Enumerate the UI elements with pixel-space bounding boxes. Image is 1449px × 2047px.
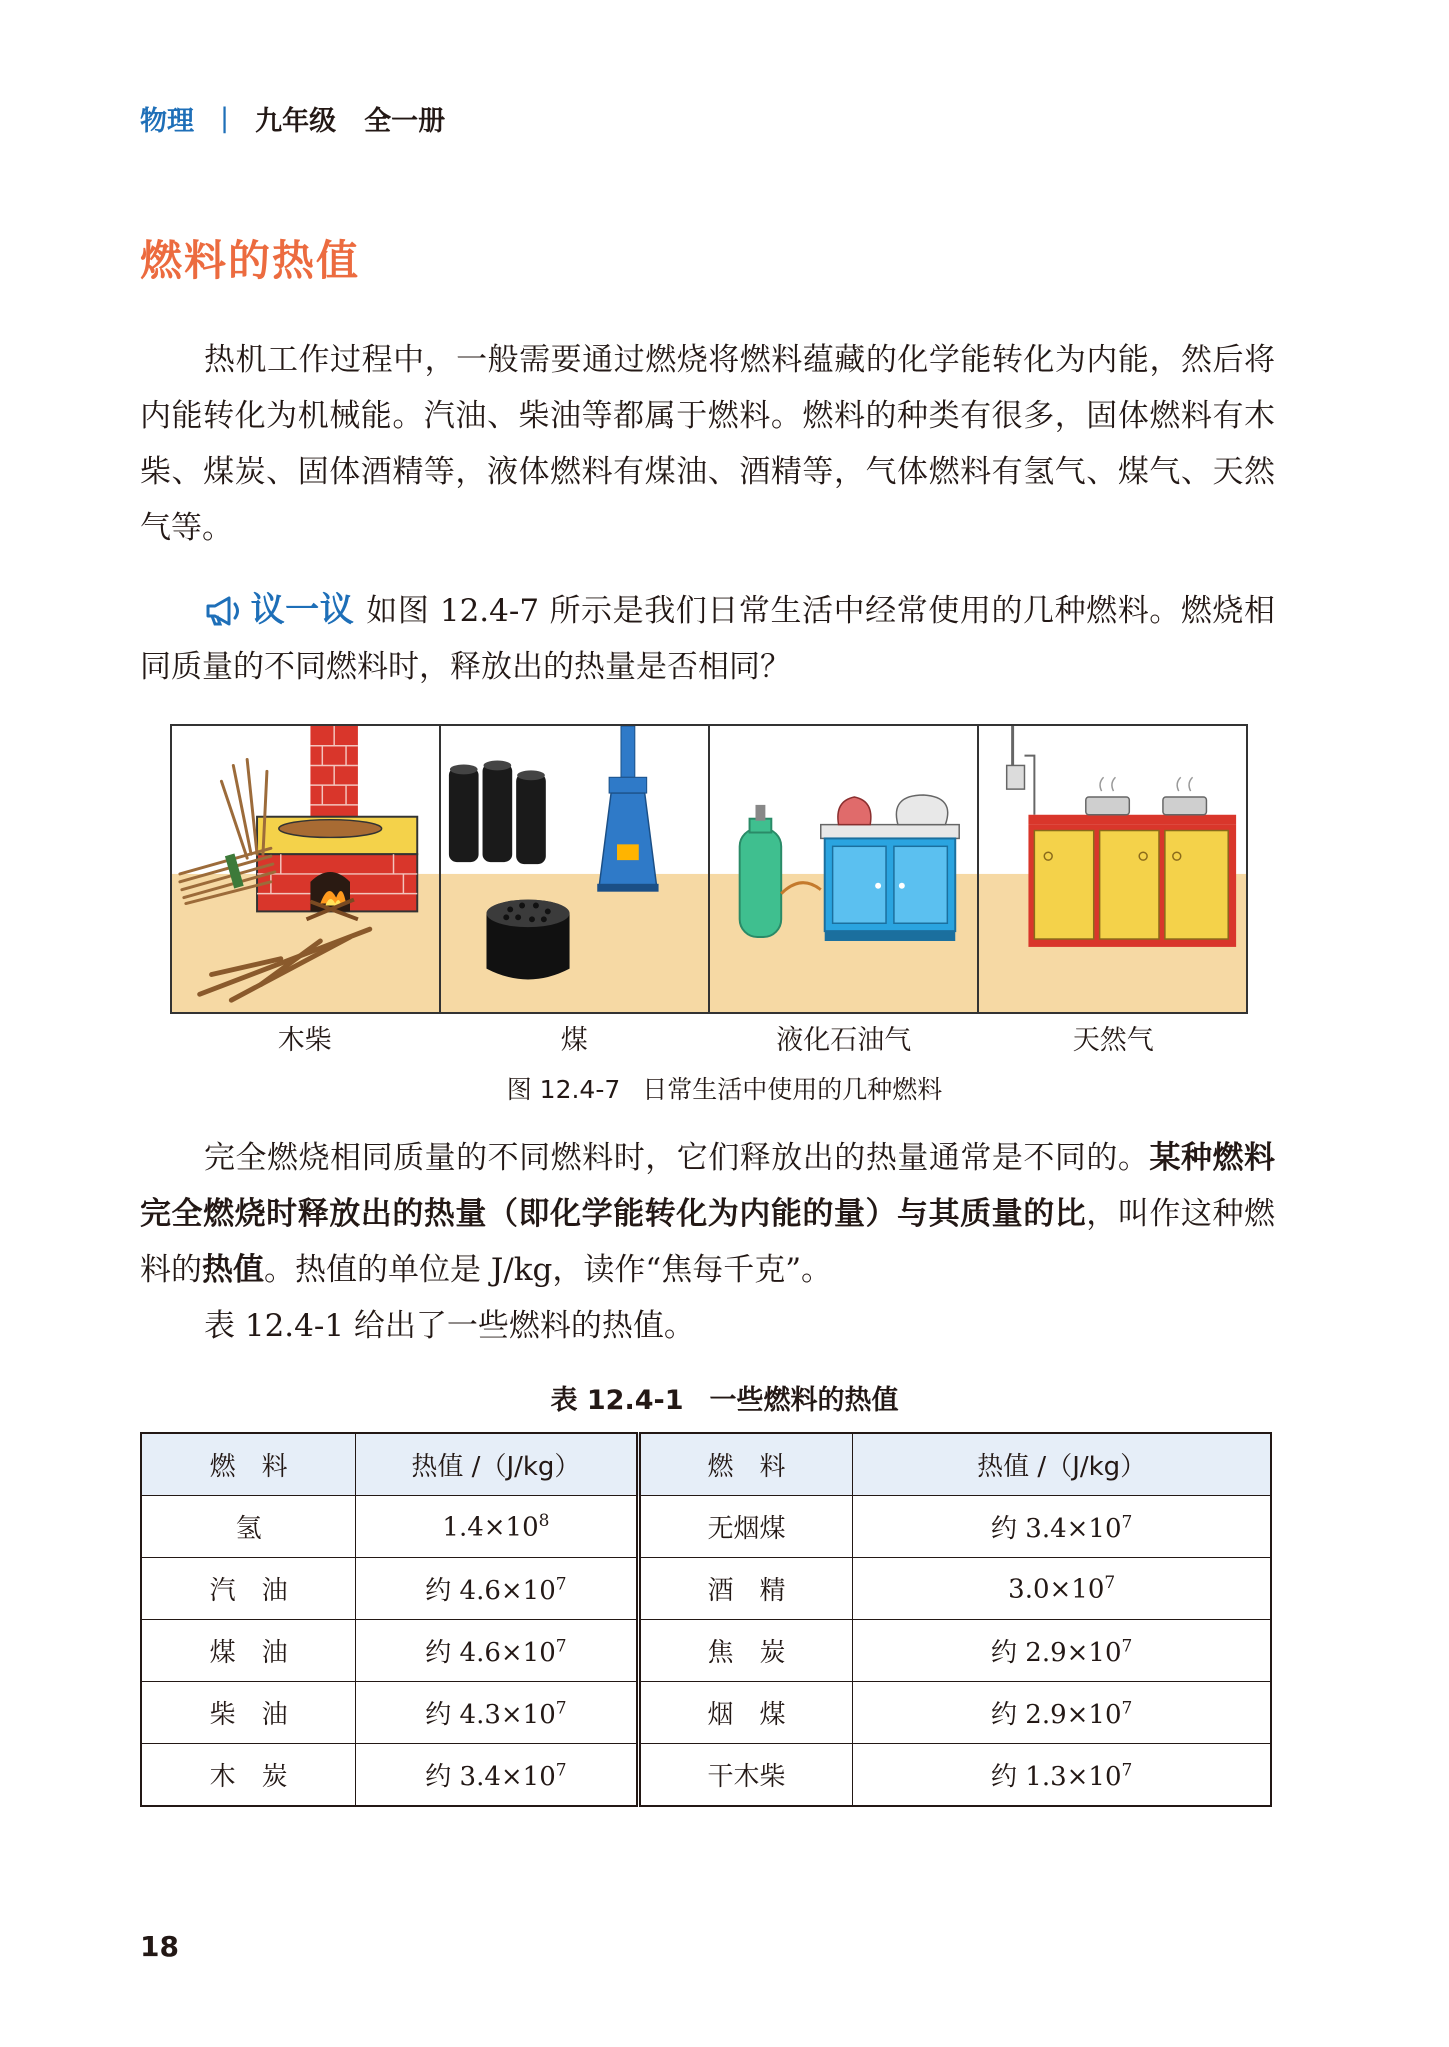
- heat-value-cell: [356, 1558, 639, 1620]
- value-exponent: 7: [1121, 1512, 1133, 1533]
- value-mantissa: 3.4: [1025, 1514, 1067, 1544]
- value-mantissa: 4.3: [459, 1700, 501, 1730]
- lpg-panel: [710, 726, 979, 1012]
- value-prefix: 约: [425, 1638, 460, 1668]
- value-times-ten: ×10: [500, 1700, 556, 1730]
- table-row: [141, 1496, 1271, 1558]
- heat-value-cell: [853, 1682, 1271, 1744]
- page-header: [140, 98, 445, 138]
- value-exponent: 7: [1121, 1760, 1133, 1781]
- value-exponent: 7: [1121, 1698, 1133, 1719]
- fuel-name-cell: 干木柴: [638, 1744, 853, 1807]
- fuel-name-cell: 无烟煤: [638, 1496, 853, 1558]
- heat-value-cell: [356, 1620, 639, 1682]
- header-grade: 九年级: [255, 105, 337, 137]
- value-times-ten: ×10: [483, 1512, 539, 1543]
- value-exponent: 7: [555, 1760, 567, 1781]
- value-times-ten: ×10: [1066, 1514, 1122, 1544]
- heat-value-cell: [853, 1496, 1271, 1558]
- header-fuel-1: 燃 料: [141, 1433, 356, 1496]
- fuel-name-cell: 氢: [141, 1496, 356, 1558]
- header-separator: |: [220, 102, 230, 134]
- definition-part3: 。热值的单位是 J/kg，读作“焦每千克”。: [264, 1252, 833, 1288]
- page-number: 18: [140, 1930, 179, 1963]
- fuel-name-cell: 木 炭: [141, 1744, 356, 1807]
- heat-value-cell: [356, 1744, 639, 1807]
- discuss-tag-label: 议一议: [250, 590, 355, 630]
- section-title: 燃料的热值: [140, 236, 361, 285]
- value-mantissa: 1.4: [442, 1512, 484, 1543]
- value-times-ten: ×10: [1066, 1762, 1122, 1792]
- value-times-ten: ×10: [500, 1638, 556, 1668]
- definition-bold1: 某种燃料完全燃烧时释放出的热量（即化学能转化为内能的量）与其质量的比: [140, 1140, 1275, 1232]
- table-title-text: 一些燃料的热值: [709, 1385, 899, 1416]
- value-times-ten: ×10: [1066, 1638, 1122, 1668]
- value-prefix: 约: [991, 1700, 1026, 1730]
- natural-gas-panel: [979, 726, 1246, 1012]
- value-prefix: 约: [425, 1700, 460, 1730]
- header-value-2: 热值 /（J/kg）: [853, 1433, 1271, 1496]
- value-mantissa: 2.9: [1025, 1638, 1067, 1668]
- fuels-figure: [170, 724, 1248, 1014]
- table-title: [0, 1378, 1449, 1417]
- table-intro-paragraph: 表 12.4-1 给出了一些燃料的热值。: [204, 1308, 695, 1344]
- value-exponent: 7: [1121, 1636, 1133, 1657]
- value-exponent: 8: [538, 1510, 550, 1531]
- fuel-name-cell: 汽 油: [141, 1558, 356, 1620]
- firewood-panel: [172, 726, 441, 1012]
- definition-part1: 完全燃烧相同质量的不同燃料时，它们释放出的热量通常是不同的。: [204, 1140, 1150, 1176]
- figure-caption: [0, 1070, 1449, 1106]
- table-row: [141, 1620, 1271, 1682]
- coal-illustration: [441, 726, 708, 1012]
- fuel-name-cell: 煤 油: [141, 1620, 356, 1682]
- definition-paragraph: [140, 1130, 1275, 1298]
- discuss-paragraph: [140, 582, 1275, 695]
- coal-panel: [441, 726, 710, 1012]
- value-prefix: 约: [425, 1576, 460, 1606]
- discuss-text: 如图 12.4-7 所示是我们日常生活中经常使用的几种燃料。燃烧相同质量的不同燃料时，释放出的热量是否相同？: [140, 593, 1275, 685]
- heat-value-cell: [853, 1558, 1271, 1620]
- caption-natural-gas: 天然气: [1072, 1025, 1154, 1056]
- value-prefix: 约: [991, 1638, 1026, 1668]
- table-row: [141, 1744, 1271, 1807]
- caption-firewood: 木柴: [277, 1025, 332, 1056]
- header-volume: 全一册: [364, 105, 446, 137]
- value-mantissa: 4.6: [459, 1638, 501, 1668]
- value-mantissa: 3.4: [459, 1762, 501, 1792]
- discuss-tag: [204, 590, 354, 630]
- header-subject: 物理: [140, 105, 194, 137]
- value-times-ten: ×10: [500, 1576, 556, 1606]
- figure-panel-captions: [170, 1018, 1248, 1057]
- value-mantissa: 3.0: [1008, 1574, 1050, 1605]
- definition-bold2: 热值: [202, 1252, 264, 1288]
- value-mantissa: 1.3: [1025, 1762, 1067, 1792]
- definition-part2: ，叫作这种燃料的: [140, 1196, 1276, 1288]
- heat-value-cell: [853, 1744, 1271, 1807]
- value-prefix: 约: [991, 1762, 1026, 1792]
- value-exponent: 7: [1104, 1572, 1116, 1593]
- table-header-row: [141, 1433, 1271, 1496]
- value-exponent: 7: [555, 1698, 567, 1719]
- caption-lpg: 液化石油气: [776, 1025, 912, 1056]
- value-times-ten: ×10: [1049, 1574, 1105, 1605]
- fuel-name-cell: 焦 炭: [638, 1620, 853, 1682]
- header-value-1: 热值 /（J/kg）: [356, 1433, 639, 1496]
- value-exponent: 7: [555, 1636, 567, 1657]
- natural-gas-illustration: [979, 726, 1246, 1012]
- heat-value-cell: [356, 1496, 639, 1558]
- fuel-heat-value-table: [140, 1432, 1272, 1807]
- value-times-ten: ×10: [500, 1762, 556, 1792]
- fuel-name-cell: 烟 煤: [638, 1682, 853, 1744]
- fuel-name-cell: 酒 精: [638, 1558, 853, 1620]
- table-row: [141, 1558, 1271, 1620]
- value-prefix: 约: [991, 1514, 1026, 1544]
- header-fuel-2: 燃 料: [638, 1433, 853, 1496]
- value-times-ten: ×10: [1066, 1700, 1122, 1730]
- table-number: 表 12.4-1: [550, 1385, 684, 1416]
- heat-value-cell: [853, 1620, 1271, 1682]
- table-row: [141, 1682, 1271, 1744]
- value-mantissa: 4.6: [459, 1576, 501, 1606]
- intro-paragraph: 热机工作过程中，一般需要通过燃烧将燃料蕴藏的化学能转化为内能，然后将内能转化为机械能。汽油、柴油等都属于燃料。燃料的种类有很多，固体燃料有木柴、煤炭、固体酒精等，液体燃料有煤油、酒精等，气体燃料有氢气、煤气、天然气等。: [140, 342, 1275, 546]
- lpg-illustration: [710, 726, 977, 1012]
- value-prefix: 约: [425, 1762, 460, 1792]
- heat-value-cell: [356, 1682, 639, 1744]
- value-mantissa: 2.9: [1025, 1700, 1067, 1730]
- fuel-name-cell: 柴 油: [141, 1682, 356, 1744]
- figure-number: 图 12.4-7: [506, 1075, 621, 1104]
- caption-coal: 煤: [560, 1025, 588, 1056]
- value-exponent: 7: [555, 1574, 567, 1595]
- figure-title: 日常生活中使用的几种燃料: [642, 1075, 943, 1104]
- firewood-illustration: [172, 726, 439, 1012]
- megaphone-icon: [204, 595, 244, 627]
